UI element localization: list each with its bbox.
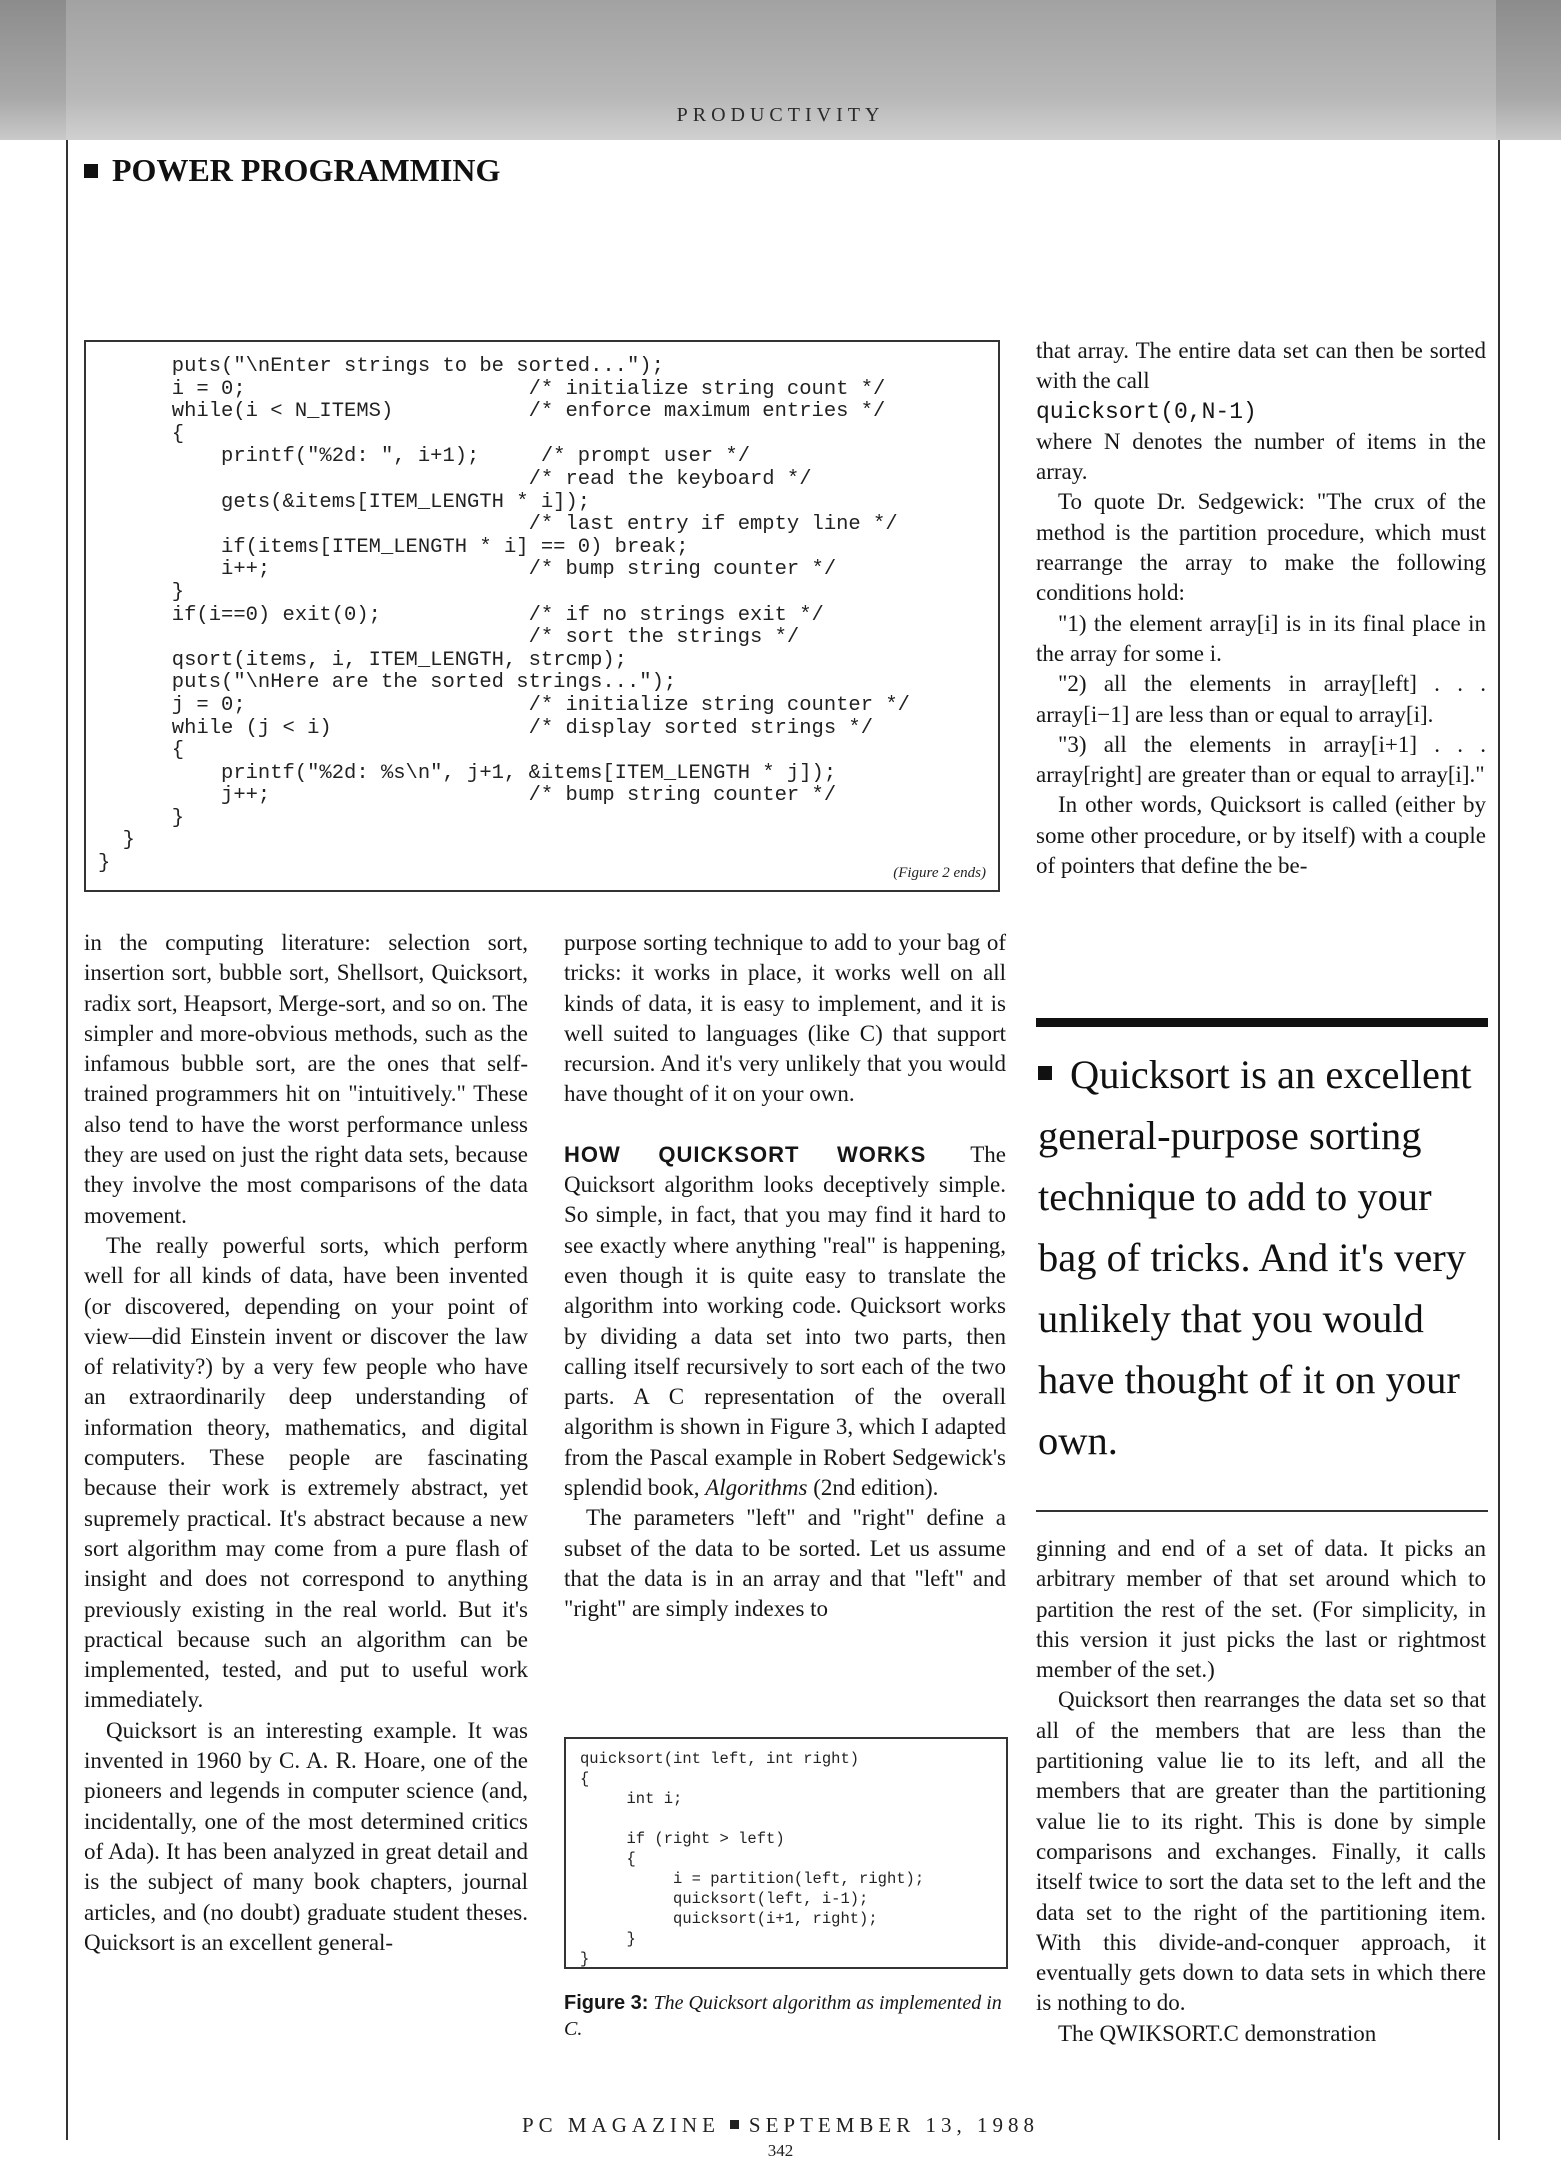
paragraph-with-heading	[564, 1140, 1006, 1504]
figure-2-code-listing	[84, 340, 1000, 892]
page-footer	[0, 2113, 1561, 2138]
bullet-square-icon	[84, 164, 98, 178]
formula: quicksort(0,N-1)	[1036, 398, 1257, 425]
condition-item: "1) the element array[i] is in its final place in the array for some i.	[1036, 610, 1486, 666]
paragraph: The really powerful sorts, which perform well for all kinds of data, have been invented (or discovered, depending on your point of view—did Einstein invent or discover the law of relativity?) by a very few people who have an extraordinarily deep understanding of information theory, mathematics, and digital computers. These people are fascinating because their work is extremely abstract, yet supremely practical. It's abstract because a new sort algorithm may come from a pure flash of insight and does not correspond to anything previously existing in the real world. But it's practical because such an algorithm can be implemented, tested, and put to useful work immediately.	[84, 1232, 528, 1713]
body-column-3-top	[1036, 336, 1486, 881]
paragraph: Quicksort then rearranges the data set so that all of the members that are less than the partitioning value lie to its left, and all the members that are greater than the partitioning value lie to its right. This is done by simple comparisons and exchanges. Finally, it calls itself twice to sort the data set to the left and the data set to the right of the partitioning item. With this divide-and-conquer approach, it eventually gets down to data sets in which there is nothing to do.	[1036, 1687, 1486, 2016]
paragraph: The parameters "left" and "right" define a subset of the data to be sorted. Let us assume that the data is in an array and that "left" and "right" are simply indexes to	[564, 1505, 1006, 1622]
paragraph: ginning and end of a set of data. It picks an arbitrary member of that set around which to partition the rest of the set. (For simplicity, in this version it just picks the last or rightmost member of the set.)	[1036, 1536, 1486, 1683]
figure-3-code: quicksort(int left, int right) { int i; if (right > left) { i = partition(left, right); quicksort(left, i-1); quicksort(i+1, right); } }	[580, 1750, 925, 1968]
figure-3-label: Figure 3:	[564, 1992, 649, 2014]
issue-date: SEPTEMBER 13, 1988	[748, 2113, 1040, 2137]
figure-3-code-listing	[564, 1737, 1008, 1969]
paragraph: that array. The entire data set can then be sorted with the call	[1036, 338, 1486, 394]
footer-bullet-icon	[730, 2120, 739, 2129]
body-column-1	[84, 928, 528, 1958]
paragraph: To quote Dr. Sedgewick: "The crux of the method is the partition procedure, which must rearrange the array to make the following conditions hold:	[1036, 489, 1486, 606]
body-column-2	[564, 928, 1006, 1625]
figure-2-end-label: (Figure 2 ends)	[893, 865, 986, 881]
figure-3-caption-text: The Quicksort algorithm as implemented in C.	[564, 1992, 1002, 2040]
figure-3-caption	[564, 1990, 1004, 2042]
pull-quote-bottom-rule	[1036, 1510, 1488, 1512]
paragraph: where N denotes the number of items in the array.	[1036, 428, 1486, 485]
right-border-rule	[1498, 140, 1500, 2140]
paragraph-text: The Quicksort algorithm looks deceptively simple. So simple, in fact, that you may find it hard to see exactly where anything "real" is happening, even though it is quite easy to translate the algorithm into working code. Quicksort works by dividing a data set into two parts, then calling itself recursively to sort each of the two parts. A C representation of the overall algorithm is shown in Figure 3, which I adapted from the Pascal example in Robert Sedgewick's splendid book,	[564, 1141, 1006, 1501]
paragraph: Quicksort is an interesting example. It was invented in 1960 by C. A. R. Hoare, one of the pioneers and legends in computer science (and, incidentally, one of the most determined critics of Ada). It has been analyzed in great detail and is the subject of many book chapters, journal articles, and (no doubt) graduate student theses. Quicksort is an excellent general-	[84, 1717, 528, 1955]
left-border-rule	[66, 140, 68, 2140]
condition-item: "2) all the elements in array[left] . . . array[i−1] are less than or equal to array[i].	[1036, 671, 1486, 727]
column-title-text: POWER PROGRAMMING	[112, 152, 501, 188]
paragraph: The QWIKSORT.C demonstration	[1058, 2020, 1377, 2046]
magazine-name: PC MAGAZINE	[521, 2113, 720, 2137]
pull-quote-top-rule	[1036, 1018, 1488, 1027]
book-title: Algorithms	[705, 1475, 808, 1501]
bullet-square-icon	[1038, 1066, 1052, 1080]
paragraph: purpose sorting technique to add to your bag of tricks: it works in place, it works well on all kinds of data, it is easy to implement, and it is well suited to languages (like C) that support recursion. And it's very unlikely that you would have thought of it on your own.	[564, 930, 1006, 1107]
section-label: PRODUCTIVITY	[676, 104, 885, 126]
body-column-3-bottom	[1036, 1534, 1486, 2049]
paragraph: in the computing literature: selection sort, insertion sort, bubble sort, Shellsort, Quicksort, radix sort, Heapsort, Merge-sort, and so on. The simpler and more-obvious methods, such as the infamous bubble sort, are the ones that self-trained programmers hit on "intuitively." These also tend to have the worst performance unless they are used on just the right data sets, because they involve the most comparisons of the data movement.	[84, 930, 528, 1228]
pull-quote-text: Quicksort is an excellent general-purpose sorting technique to add to your bag of tricks. And it's very unlikely that you would have thought of it on your own.	[1038, 1052, 1472, 1463]
paragraph-text: (2nd edition).	[813, 1475, 939, 1501]
column-title	[84, 152, 500, 189]
condition-item: "3) all the elements in array[i+1] . . . array[right] are greater than or equal to array[i]."	[1036, 731, 1486, 788]
section-heading: HOW QUICKSORT WORKS	[564, 1141, 927, 1167]
paragraph: In other words, Quicksort is called (either by some other procedure, or by itself) with a couple of pointers that define the be-	[1036, 792, 1486, 879]
pull-quote	[1038, 1044, 1494, 1471]
page-number: 342	[767, 2141, 794, 2160]
figure-2-code: puts("\nEnter strings to be sorted..."); i = 0; /* initialize string count */ while(i < N_ITEMS) /* enforce maximum entries */ { printf("%2d: ", i+1); /* prompt user */ /* read the keyboard */ gets(&items[ITEM_LENGTH * i]); /* last entry if empty line */ if(items[ITEM_LENGTH * i] == 0) break; i++; /* bump string counter */ } if(i==0) exit(0); /* if no strings exit */ /* sort the strings */ qsort(items, i, ITEM_LENGTH, strcmp); puts("\nHere are the sorted strings..."); j = 0; /* initialize string counter */ while (j < i) /* display sorted strings */ { printf("%2d: %s\n", j+1, &items[ITEM_LENGTH * j]); j++; /* bump string counter */ } } }	[98, 355, 910, 876]
